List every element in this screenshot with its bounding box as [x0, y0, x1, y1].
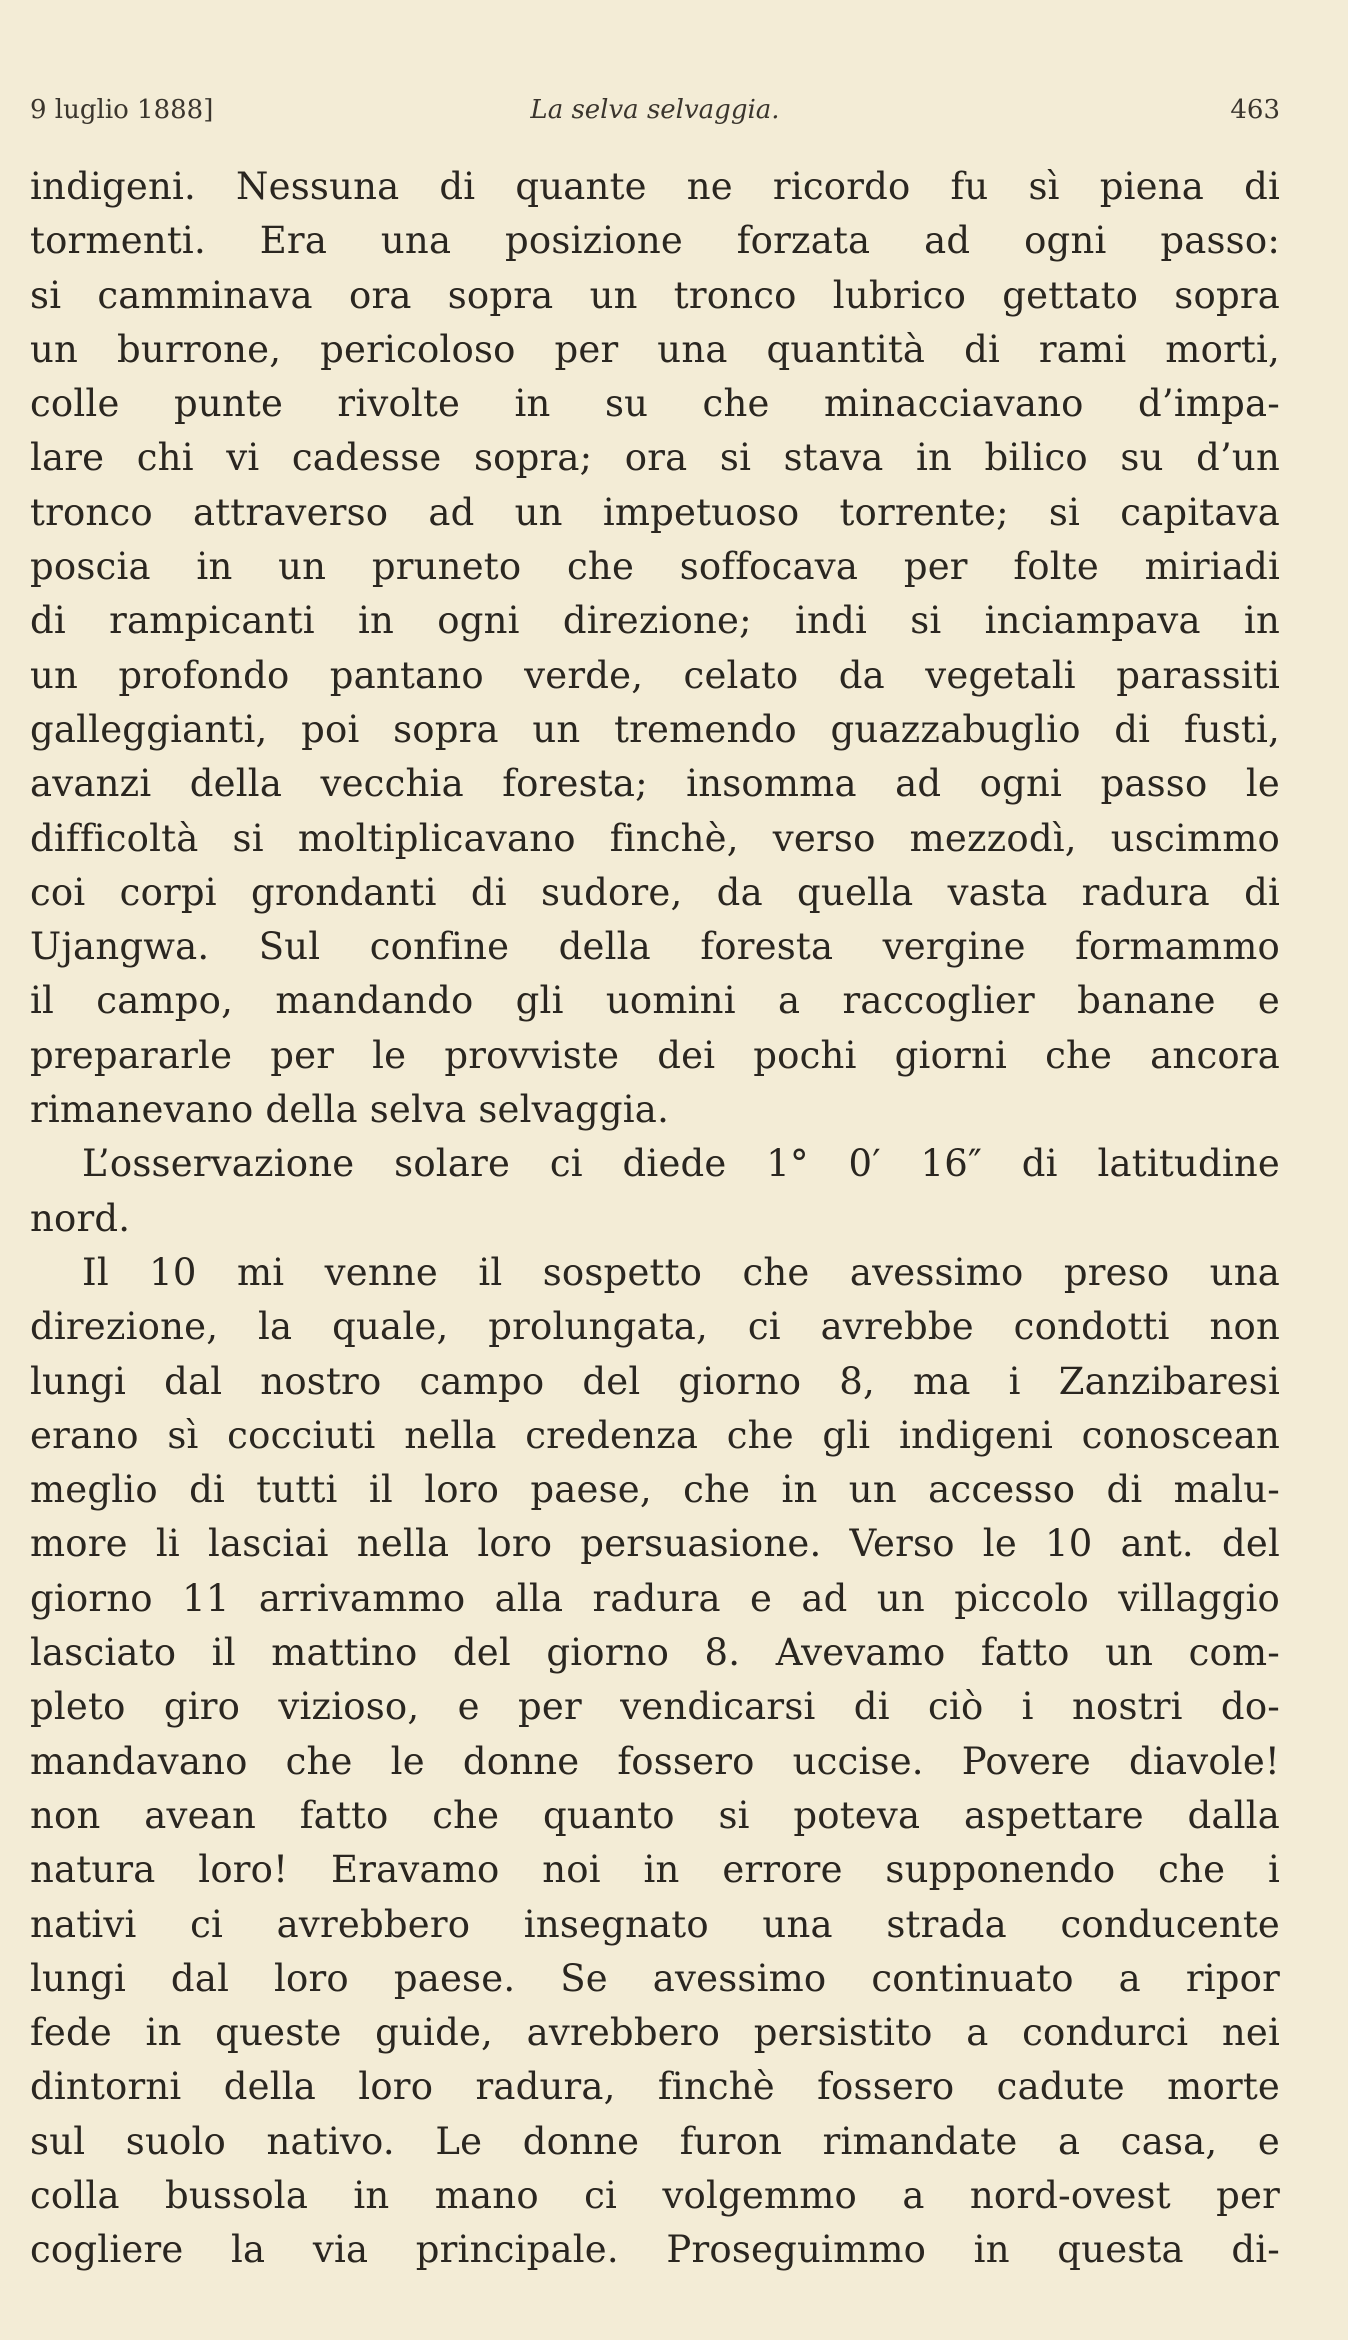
text-line: nord. [30, 1196, 131, 1240]
text-line: natura loro! Eravamo noi in errore supponendo che i [30, 1848, 1280, 1892]
text-line: Il 10 mi venne il sospetto che avessimo preso una [82, 1250, 1280, 1294]
body-text [30, 160, 1280, 2278]
text-line: poscia in un pruneto che soffocava per folte miriadi [30, 545, 1280, 589]
text-line: di rampicanti in ogni direzione; indi si inciampava in [30, 599, 1280, 643]
text-line: tormenti. Era una posizione forzata ad ogni passo: [30, 219, 1280, 263]
text-line: more li lasciai nella loro persuasione. Verso le 10 ant. del [30, 1522, 1280, 1566]
text-line: colla bussola in mano ci volgemmo a nord-ovest per [30, 2173, 1280, 2217]
text-line: lungi dal loro paese. Se avessimo continuato a ripor [30, 1956, 1280, 2000]
text-line: prepararle per le provviste dei pochi giorni che ancora [30, 1033, 1280, 1077]
running-title: La selva selvaggia. [530, 95, 780, 125]
text-line: nativi ci avrebbero insegnato una strada conducente [30, 1902, 1280, 1946]
text-line: pleto giro vizioso, e per vendicarsi di ciò i nostri do- [30, 1685, 1280, 1729]
text-line: lare chi vi cadesse sopra; ora si stava in bilico su d’un [30, 436, 1280, 480]
text-line: tronco attraverso ad un impetuoso torrente; si capitava [30, 490, 1280, 534]
text-line: direzione, la quale, prolungata, ci avrebbe condotti non [30, 1305, 1280, 1349]
text-line: sul suolo nativo. Le donne furon rimandate a casa, e [30, 2119, 1280, 2163]
text-line: un burrone, pericoloso per una quantità di rami morti, [30, 327, 1280, 371]
text-line: lungi dal nostro campo del giorno 8, ma i Zanzibaresi [30, 1359, 1280, 1403]
text-line: lasciato il mattino del giorno 8. Avevamo fatto un com- [30, 1631, 1280, 1675]
text-line: il campo, mandando gli uomini a raccoglier banane e [30, 979, 1280, 1023]
text-line: difficoltà si moltiplicavano finchè, verso mezzodì, uscimmo [30, 816, 1280, 860]
text-line: coi corpi grondanti di sudore, da quella vasta radura di [30, 870, 1280, 914]
text-line: avanzi della vecchia foresta; insomma ad ogni passo le [30, 762, 1280, 806]
text-line: dintorni della loro radura, finchè fossero cadute morte [30, 2065, 1280, 2109]
text-line: rimanevano della selva selvaggia. [30, 1088, 670, 1132]
text-line: fede in queste guide, avrebbero persistito a condurci nei [30, 2011, 1280, 2055]
text-line: un profondo pantano verde, celato da vegetali parassiti [30, 653, 1280, 697]
text-line: indigeni. Nessuna di quante ne ricordo fu sì piena di [30, 165, 1280, 208]
page-number: 463 [1230, 95, 1280, 125]
text-line: Ujangwa. Sul confine della foresta vergine formammo [30, 925, 1280, 969]
text-line: si camminava ora sopra un tronco lubrico gettato sopra [30, 273, 1280, 317]
text-line: colle punte rivolte in su che minacciavano d’impa- [30, 382, 1280, 426]
text-line: giorno 11 arrivammo alla radura e ad un piccolo villaggio [30, 1576, 1280, 1620]
text-line: cogliere la via principale. Proseguimmo in questa di- [30, 2228, 1280, 2272]
text-line: meglio di tutti il loro paese, che in un accesso di malu- [30, 1468, 1280, 1512]
text-line: mandavano che le donne fossero uccise. Povere diavole! [30, 1739, 1280, 1783]
page-header [30, 90, 1280, 130]
header-date: 9 luglio 1888] [30, 95, 214, 125]
text-line: erano sì cocciuti nella credenza che gli indigeni conoscean [30, 1413, 1280, 1457]
text-line: galleggianti, poi sopra un tremendo guazzabuglio di fusti, [30, 707, 1280, 751]
text-line: L’osservazione solare ci diede 1° 0′ 16″ di latitudine [82, 1142, 1280, 1186]
text-line: non avean fatto che quanto si poteva aspettare dalla [30, 1793, 1280, 1837]
